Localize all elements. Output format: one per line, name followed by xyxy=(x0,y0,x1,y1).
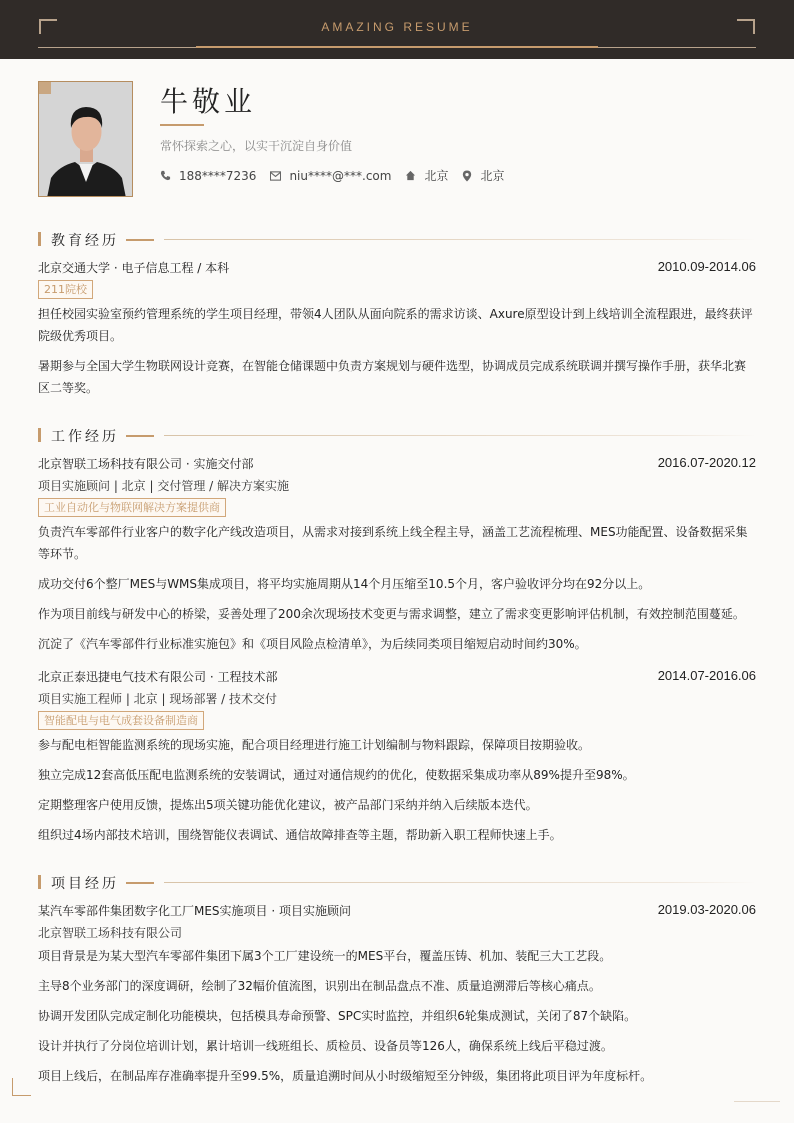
project-item: 项目上线后，在制品库存准确率提升至99.5%，质量追溯时间从小时级缩短至分钟级，集团将此项目评为年度标杆。 xyxy=(38,1069,653,1083)
contact-phone[interactable] xyxy=(160,169,256,183)
job-item: 负责汽车零部件行业客户的数字化产线改造项目，从需求对接到系统上线全程主导，涵盖工艺流程梳理、MES功能配置、设备数据采集等环节。 xyxy=(38,525,748,561)
project-item: 主导8个业务部门的深度调研，绘制了32幅价值流图，识别出在制品盘点不准、质量追溯滞后等核心痛点。 xyxy=(38,979,601,993)
section-projects-title xyxy=(38,874,756,890)
person-avatar-icon xyxy=(39,82,133,197)
job-role: 项目实施工程师 | 北京 | 现场部署 / 技术交付 xyxy=(38,692,278,706)
project-date: 2019.03-2020.06 xyxy=(657,902,756,917)
project-name: 某汽车零部件集团数字化工厂MES实施项目 · 项目实施顾问 xyxy=(38,904,351,918)
section-dash xyxy=(126,435,154,437)
home-city: 北京 xyxy=(424,169,449,183)
email-address: niu****@***.com xyxy=(289,168,392,183)
phone-number: 188****7236 xyxy=(179,168,257,183)
mail-icon xyxy=(270,171,281,181)
header-rule-accent xyxy=(196,46,598,48)
project-company: 北京智联工场科技有限公司 xyxy=(38,926,183,940)
education-school: 北京交通大学 · 电子信息工程 / 本科 xyxy=(38,261,230,275)
job-industry-tag: 智能配电与电气成套设备制造商 xyxy=(38,711,204,730)
contact-home xyxy=(405,167,448,184)
footer-rule xyxy=(734,1101,780,1102)
section-bar xyxy=(38,875,41,889)
job-date: 2014.07-2016.06 xyxy=(657,668,756,683)
section-bar xyxy=(38,232,41,246)
job-item: 成功交付6个整厂MES与WMS集成项目，将平均实施周期从14个月压缩至10.5个月，客户验收评分均在92分以上。 xyxy=(38,577,651,591)
education-header xyxy=(38,259,756,276)
job-header xyxy=(38,455,756,472)
job-item: 作为项目前线与研发中心的桥梁，妥善处理了200余次现场技术变更与需求调整，建立了需求变更影响评估机制，有效控制范围蔓延。 xyxy=(38,607,745,621)
photo-corner-mark xyxy=(39,82,51,94)
job-industry-tag: 工业自动化与物联网解决方案提供商 xyxy=(38,498,226,517)
job-item: 参与配电柜智能监测系统的现场实施，配合项目经理进行施工计划编制与物料跟踪，保障项目按期验收。 xyxy=(38,738,591,752)
job-role: 项目实施顾问 | 北京 | 交付管理 / 解决方案实施 xyxy=(38,479,290,493)
home-icon xyxy=(405,170,416,181)
education-item: 暑期参与全国大学生物联网设计竞赛，在智能仓储课题中负责方案规划与硬件选型，协调成员完成系统联调并撰写操作手册，获华北赛区二等奖。 xyxy=(38,359,747,395)
candidate-motto: 常怀探索之心，以实干沉淀自身价值 xyxy=(160,139,353,153)
project-item: 设计并执行了分岗位培训计划，累计培训一线班组长、质检员、设备员等126人，确保系统上线后平稳过渡。 xyxy=(38,1039,613,1053)
phone-icon xyxy=(160,170,171,181)
job-company: 北京智联工场科技有限公司 · 实施交付部 xyxy=(38,457,254,471)
project-item: 协调开发团队完成定制化功能模块，包括模具寿命预警、SPC实时监控，并组织6轮集成测试，关闭了87个缺陷。 xyxy=(38,1009,637,1023)
name-underline xyxy=(160,124,204,126)
contact-location xyxy=(462,167,504,184)
job-header xyxy=(38,668,756,685)
section-work-title xyxy=(38,427,756,443)
education-item: 担任校园实验室预约管理系统的学生项目经理，带领4人团队从面向院系的需求访谈、Axure原型设计到上线培训全流程跟进，最终获评院级优秀项目。 xyxy=(38,307,753,343)
section-rule xyxy=(164,239,756,240)
contact-info xyxy=(160,167,518,184)
location-city: 北京 xyxy=(480,169,505,183)
section-label: 教育经历 xyxy=(51,233,119,249)
brand-title: AMAZING RESUME xyxy=(321,20,473,34)
section-education-title xyxy=(38,231,756,247)
job-item: 组织过4场内部技术培训，围绕智能仪表调试、通信故障排查等主题，帮助新入职工程师快速上手。 xyxy=(38,828,562,842)
section-bar xyxy=(38,428,41,442)
profile-photo xyxy=(38,81,133,197)
job-date: 2016.07-2020.12 xyxy=(657,455,756,470)
footer-corner-ornament xyxy=(12,1078,31,1096)
section-rule xyxy=(164,882,756,883)
section-dash xyxy=(126,882,154,884)
section-label: 工作经历 xyxy=(51,429,119,445)
education-date: 2010.09-2014.06 xyxy=(657,259,756,274)
location-pin-icon xyxy=(462,170,472,182)
job-item: 沉淀了《汽车零部件行业标准实施包》和《项目风险点检清单》，为后续同类项目缩短启动时间约30%。 xyxy=(38,637,587,651)
job-item: 独立完成12套高低压配电监测系统的安装调试，通过对通信规约的优化，使数据采集成功率从89%提升至98%。 xyxy=(38,768,635,782)
header-banner xyxy=(0,0,794,59)
project-header xyxy=(38,902,756,919)
section-dash xyxy=(126,239,154,241)
contact-email[interactable] xyxy=(270,169,391,183)
candidate-name: 牛敬业 xyxy=(160,85,257,118)
project-item: 项目背景是为某大型汽车零部件集团下属3个工厂建设统一的MES平台，覆盖压铸、机加、装配三大工艺段。 xyxy=(38,949,612,963)
job-company: 北京正泰迅捷电气技术有限公司 · 工程技术部 xyxy=(38,670,278,684)
section-rule xyxy=(164,435,756,436)
job-item: 定期整理客户使用反馈，提炼出5项关键功能优化建议，被产品部门采纳并纳入后续版本迭代。 xyxy=(38,798,538,812)
section-label: 项目经历 xyxy=(51,876,119,892)
education-tag: 211院校 xyxy=(38,280,93,299)
